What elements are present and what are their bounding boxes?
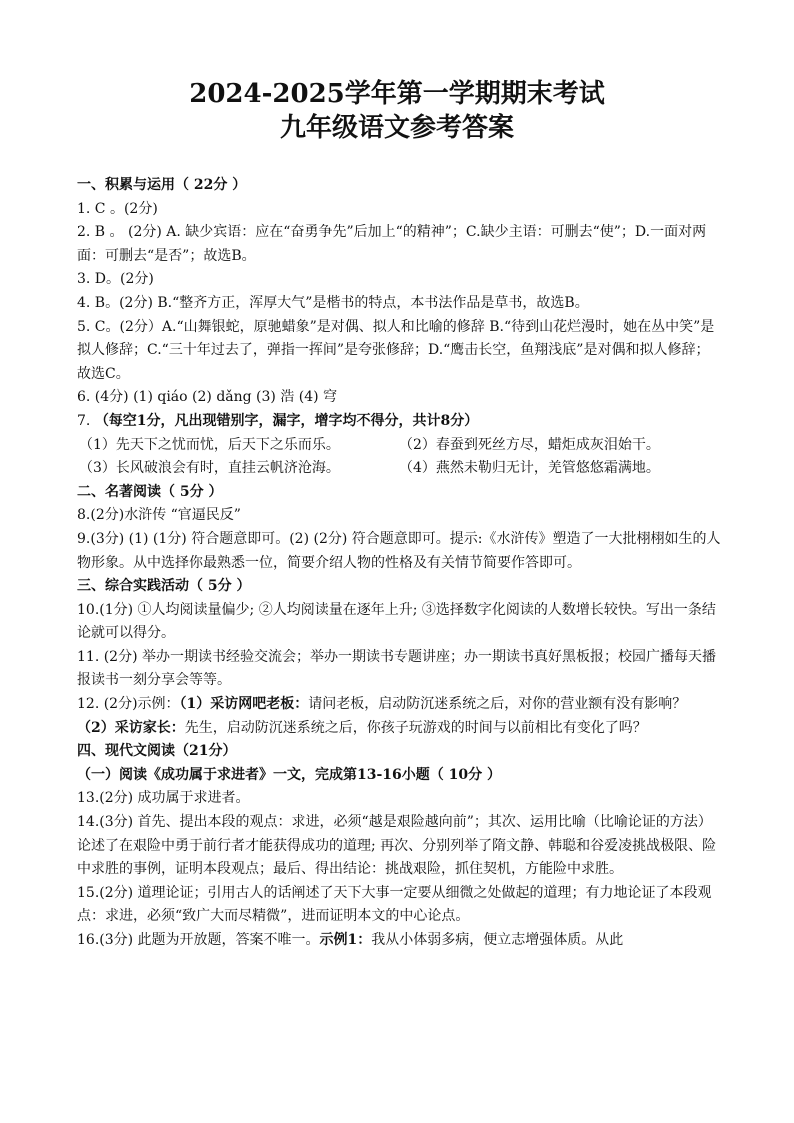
q12-text-1: 请问老板，启动防沉迷系统之后，对你的营业额有没有影响？ [308,696,687,713]
answer-q10: 10.(1分) ①人均阅读量偏少; ②人均阅读量在逐年上升; ③选择数字化阅读的人数增长较快。写出一条结论就可以得分。 [77,601,716,642]
answer-q16 [77,929,721,953]
answer-body [77,174,721,953]
section-heading-3: 三、综合实践活动（ 5分 ） [77,578,251,595]
q16-label: 示例1： [319,932,372,948]
q7-answer-2: （2）春蚕到死丝方尽，蜡炬成灰泪始干。 [399,436,660,453]
q7-row-1 [77,434,721,458]
q7-number: 7. [77,412,95,429]
answer-q9: 9.(3分) (1) (1分) 符合题意即可。(2) (2分) 符合题意即可。提示:《水浒传》塑造了一大批栩栩如生的人物形象。从中选择你最熟悉一位，简要介绍人物的性格及有关情节简要作答即可。 [77,530,721,571]
q16-text: 我从小体弱多病，便立志增强体质。从此 [371,932,624,948]
q7-row-2 [77,457,721,481]
answer-q14: 14.(3分) 首先、提出本段的观点：求进，必须“越是艰险越向前”；其次、运用比喻（比喻论证的方法）论述了在艰险中勇于前行者才能获得成功的道理; 再次、分别列举了隋文静、韩聪和谷爱凌挑战极限、险中求胜的事例，证明本段观点；最后、得出结论：挑战艰险，抓住契机，方能险中求胜。 [77,814,717,878]
page-subtitle: 九年级语文参考答案 [279,113,514,143]
section-heading-2: 二、名著阅读（ 5分 ） [77,483,223,500]
answer-q12 [77,693,721,740]
q12-prefix: 12. (2分)示例： [77,696,180,713]
q7-answer-3: （3）长风破浪会有时，直挂云帆济沧海。 [79,460,340,477]
q16-prefix: 16.(3分) 此题为开放题，答案不唯一。 [77,932,320,948]
q7-answer-1: （1）先天下之忧而忧，后天下之乐而乐。 [79,436,340,453]
answer-q3: 3. D。(2分) [77,271,154,288]
answer-q11: 11. (2分) 举办一期读书经验交流会；举办一期读书专题讲座；办一期读书真好黑板报；校园广播每天播报读书一刻分享会等等。 [77,648,716,689]
answer-q8: 8.(2分)水浒传 “官逼民反” [77,507,241,524]
answer-q15: 15.(2分) 道理论证；引用古人的话阐述了天下大事一定要从细微之处做起的道理；有力地论证了本段观点：求进，必须“致广大而尽精微”，进而证明本文的中心论点。 [77,884,712,925]
q12-label-1: （1）采访网吧老板： [179,696,309,713]
answer-q7 [77,410,721,434]
q7-answer-4: （4）燕然未勒归无计，羌管悠悠霜满地。 [399,460,660,477]
answer-q5: 5. C。(2分）A.“山舞银蛇，原驰蜡象”是对偶、拟人和比喻的修辞 B.“待到山花烂漫时，她在丛中笑”是拟人修辞；C.“三十年过去了，弹指一挥间”是夸张修辞；D.“鹰击长空，鱼翔浅底”是对偶和拟人修辞； 故选C。 [77,318,715,382]
subsection-heading-4-1: （一）阅读《成功属于求进者》一文，完成第13-16小题（ 10分 ） [77,766,502,783]
page-title: 2024-2025学年第一学期期末考试 [189,79,605,109]
answer-q6: 6. (4分) (1) qiáo (2) dǎng (3) 浩 (4) 穹 [77,389,338,406]
section-heading-1: 一、积累与运用（ 22分 ） [77,177,247,193]
q12-text-2: 先生，启动防沉迷系统之后，你孩子玩游戏的时间与以前相比有变化了吗？ [184,719,647,736]
section-heading-4: 四、现代文阅读（21分） [77,743,237,760]
answer-q4: 4. B。(2分) B.“整齐方正，浑厚大气”是楷书的特点，本书法作品是草书，故选B。 [77,294,589,311]
q12-label-2: （2）采访家长： [77,719,185,736]
answer-q13: 13.(2分) 成功属于求进者。 [77,790,250,807]
answer-q2: 2. B 。 (2分) A. 缺少宾语：应在“奋勇争先”后加上“的精神”；C.缺少主语：可删去“使”；D.一面对两面：可删去“是否”；故选B。 [77,224,707,264]
q7-scoring-rule: （每空1分，凡出现错别字，漏字，增字均不得分，共计8分） [94,412,479,429]
answer-q1: 1. C 。(2分) [77,200,158,217]
